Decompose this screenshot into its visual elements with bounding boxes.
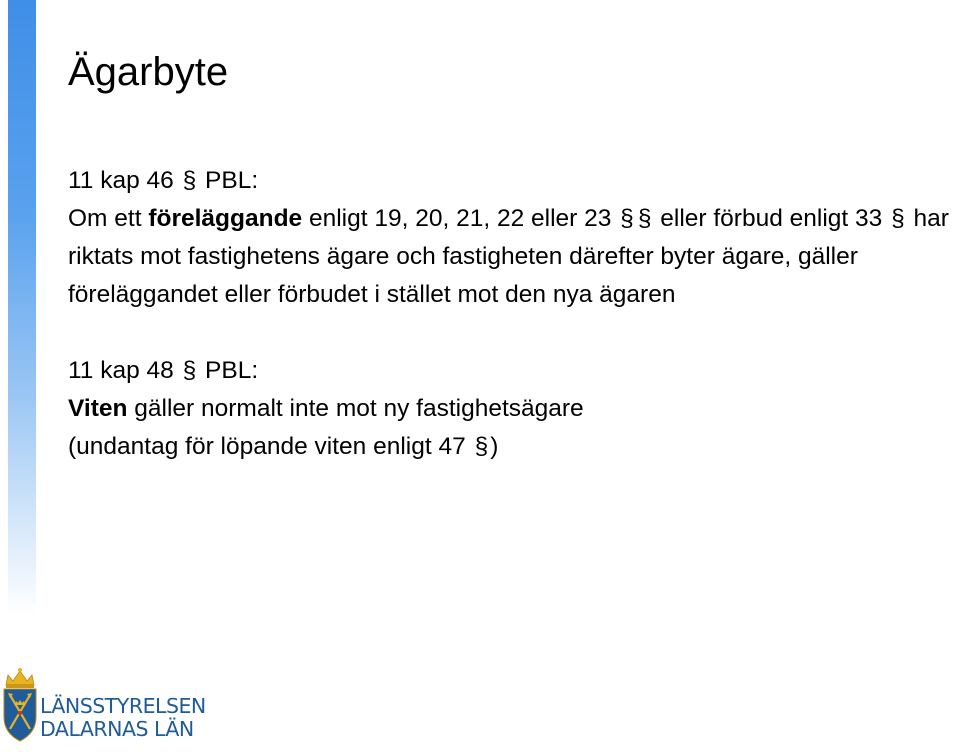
section1-heading-text: 11 kap 46 bbox=[68, 167, 181, 194]
section2-bold-term: Viten bbox=[68, 395, 128, 422]
lansstyrelsen-logo bbox=[0, 665, 206, 747]
section1-text-c: har riktats mot fastighetens ägare och fastigheten därefter byter ägare, gäller föreläggandet eller förbudet i stället mot den nya ägaren bbox=[68, 205, 949, 308]
paragraph-sign-icon: § bbox=[182, 357, 197, 384]
section2-heading bbox=[68, 352, 954, 390]
paragraph-sign-icon: § bbox=[637, 205, 652, 232]
section1-text-b: eller förbud enligt 33 bbox=[653, 205, 890, 232]
section2-text-a: gäller normalt inte mot ny fastighetsägare bbox=[127, 395, 584, 422]
slide-title: Ägarbyte bbox=[68, 50, 229, 94]
section1-heading bbox=[68, 162, 954, 200]
logo-line1: LÄNSSTYRELSEN bbox=[40, 694, 206, 718]
logo-line2: DALARNAS LÄN bbox=[40, 717, 194, 741]
accent-side-bar bbox=[8, 0, 36, 615]
section1-heading-suffix: PBL: bbox=[198, 167, 259, 194]
section1-bold-term: föreläggande bbox=[148, 205, 303, 232]
section1-paragraph bbox=[68, 200, 954, 314]
slide-content bbox=[68, 162, 954, 466]
section2-line1 bbox=[68, 390, 954, 428]
coat-of-arms-icon bbox=[0, 665, 40, 747]
section1-text-a: enligt 19, 20, 21, 22 eller 23 bbox=[302, 205, 619, 232]
section2-text-b: (undantag för löpande viten enligt 47 bbox=[68, 433, 473, 460]
section2-text-b-suffix: ) bbox=[490, 433, 499, 460]
paragraph-sign-icon: § bbox=[620, 205, 634, 232]
paragraph-sign-icon: § bbox=[891, 205, 905, 232]
section2-heading-suffix: PBL: bbox=[198, 357, 259, 384]
section2-line2 bbox=[68, 428, 954, 466]
paragraph-sign-icon: § bbox=[182, 167, 197, 194]
section2-heading-text: 11 kap 48 bbox=[68, 357, 181, 384]
paragraph-sign-icon: § bbox=[474, 433, 489, 460]
section1-text-start: Om ett bbox=[68, 205, 149, 232]
